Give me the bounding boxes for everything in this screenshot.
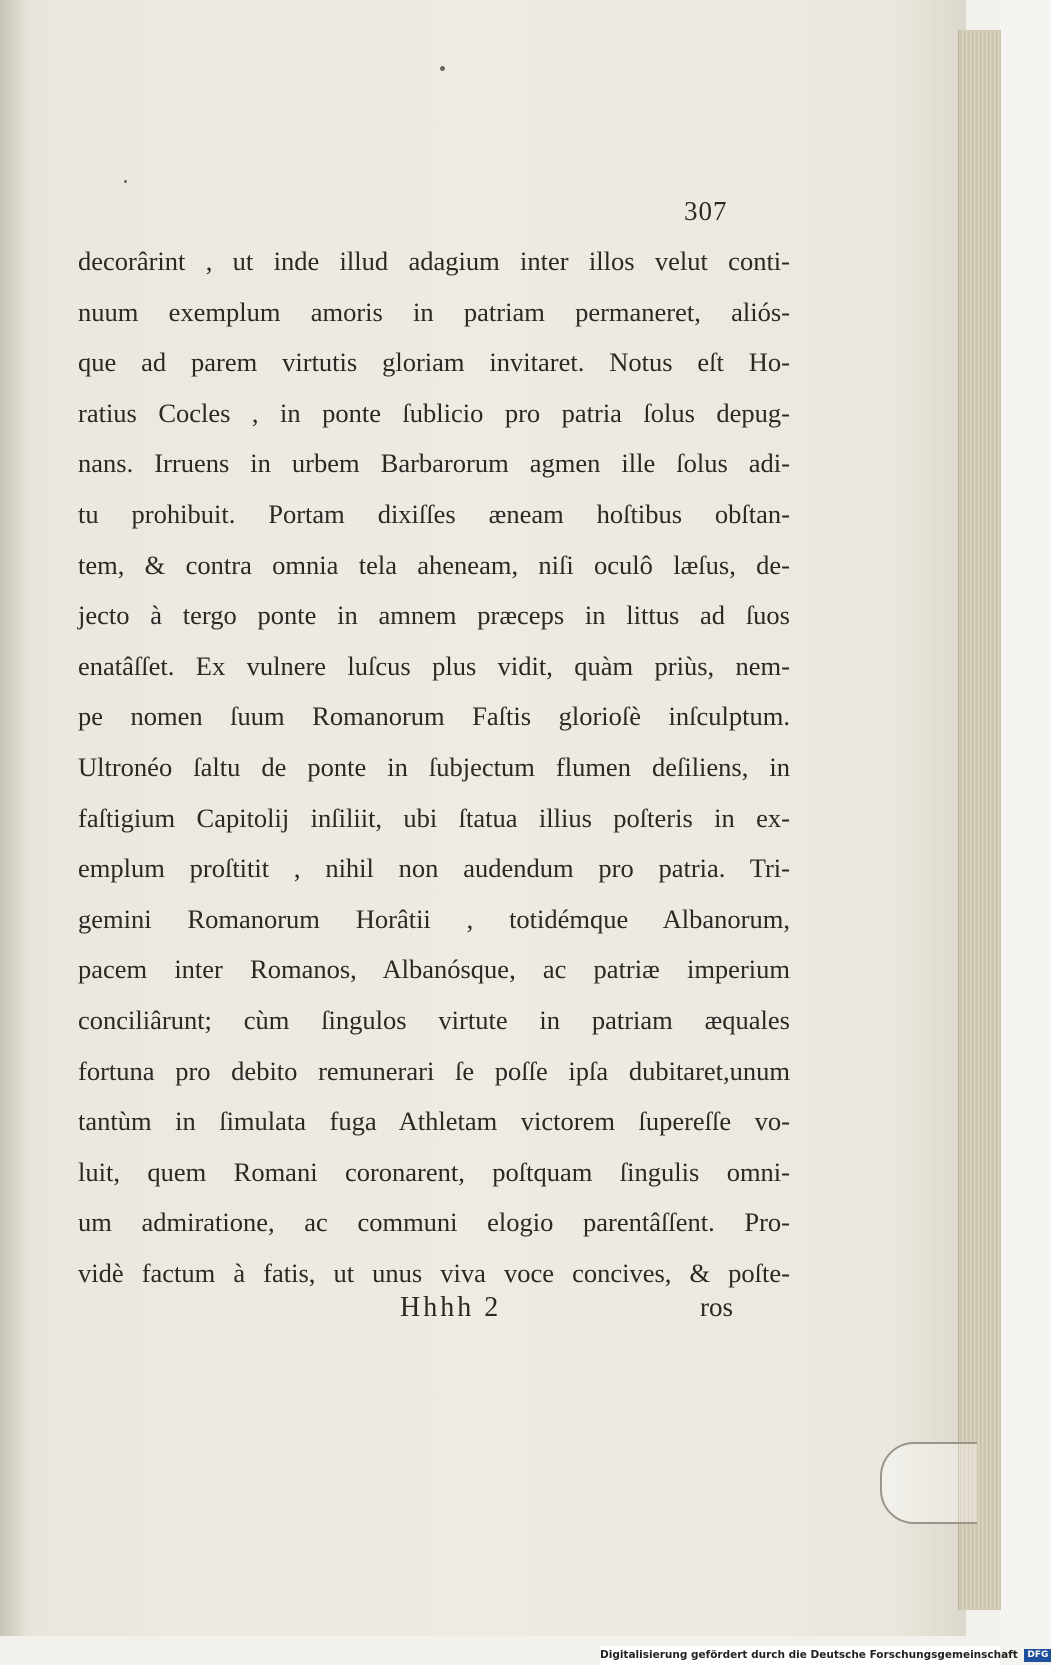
credit-text: Digitalisierung gefördert durch die Deutsche Forschungsgemeinschaft — [600, 1649, 1018, 1661]
page-tab-marker — [880, 1442, 977, 1524]
gutter-shadow — [0, 0, 28, 1636]
text-line: emplum proſtitit , nihil non audendum pro patria. Tri- — [78, 853, 790, 884]
text-line: que ad parem virtutis gloriam invitaret. Notus eſt Ho- — [78, 347, 790, 378]
ink-speck — [124, 180, 127, 183]
text-line: um admiratione, ac communi elogio parentâſſent. Pro- — [78, 1207, 790, 1238]
dfg-logo: DFG — [1024, 1649, 1051, 1662]
digitization-credit — [600, 1646, 1049, 1665]
text-line: nans. Irruens in urbem Barbarorum agmen ille ſolus adi- — [78, 448, 790, 479]
text-line: enatâſſet. Ex vulnere luſcus plus vidit, quàm priùs, nem- — [78, 650, 790, 681]
body-text — [78, 236, 790, 1298]
text-line: fortuna pro debito remunerari ſe poſſe ipſa dubitaret,unum — [78, 1055, 790, 1086]
text-line: Ultronéo ſaltu de ponte in ſubjectum flumen deſiliens, in — [78, 751, 790, 782]
ink-speck — [440, 66, 445, 71]
text-line: tem, & contra omnia tela aheneam, niſi oculô læſus, de- — [78, 549, 790, 580]
text-line: luit, quem Romani coronarent, poſtquam ſingulis omni- — [78, 1156, 790, 1187]
catchword: ros — [700, 1292, 733, 1322]
text-line: ratius Cocles , in ponte ſublicio pro patria ſolus depug- — [78, 397, 790, 428]
text-line: pacem inter Romanos, Albanósque, ac patriæ imperium — [78, 954, 790, 985]
text-line: nuum exemplum amoris in patriam permaneret, aliós- — [78, 296, 790, 327]
text-line: vidè factum à fatis, ut unus viva voce concives, & poſte- — [78, 1257, 790, 1288]
text-line: faſtigium Capitolij inſiliit, ubi ſtatua illius poſteris in ex- — [78, 802, 790, 833]
text-line: gemini Romanorum Horâtii , totidémque Albanorum, — [78, 903, 790, 934]
signature-mark: Hhhh 2 — [400, 1292, 502, 1323]
page-number: 307 — [684, 196, 728, 226]
text-line: tantùm in ſimulata fuga Athletam victorem ſupereſſe vo- — [78, 1106, 790, 1137]
text-line: decorârint , ut inde illud adagium inter illos velut conti- — [78, 246, 790, 276]
page-block-edge — [958, 30, 1001, 1610]
text-line: tu prohibuit. Portam dixiſſes æneam hoſtibus obſtan- — [78, 498, 790, 529]
text-line: pe nomen ſuum Romanorum Faſtis glorioſè inſculptum. — [78, 701, 790, 732]
text-line: jecto à tergo ponte in amnem præceps in littus ad ſuos — [78, 600, 790, 631]
text-line: conciliârunt; cùm ſingulos virtute in patriam æquales — [78, 1004, 790, 1035]
